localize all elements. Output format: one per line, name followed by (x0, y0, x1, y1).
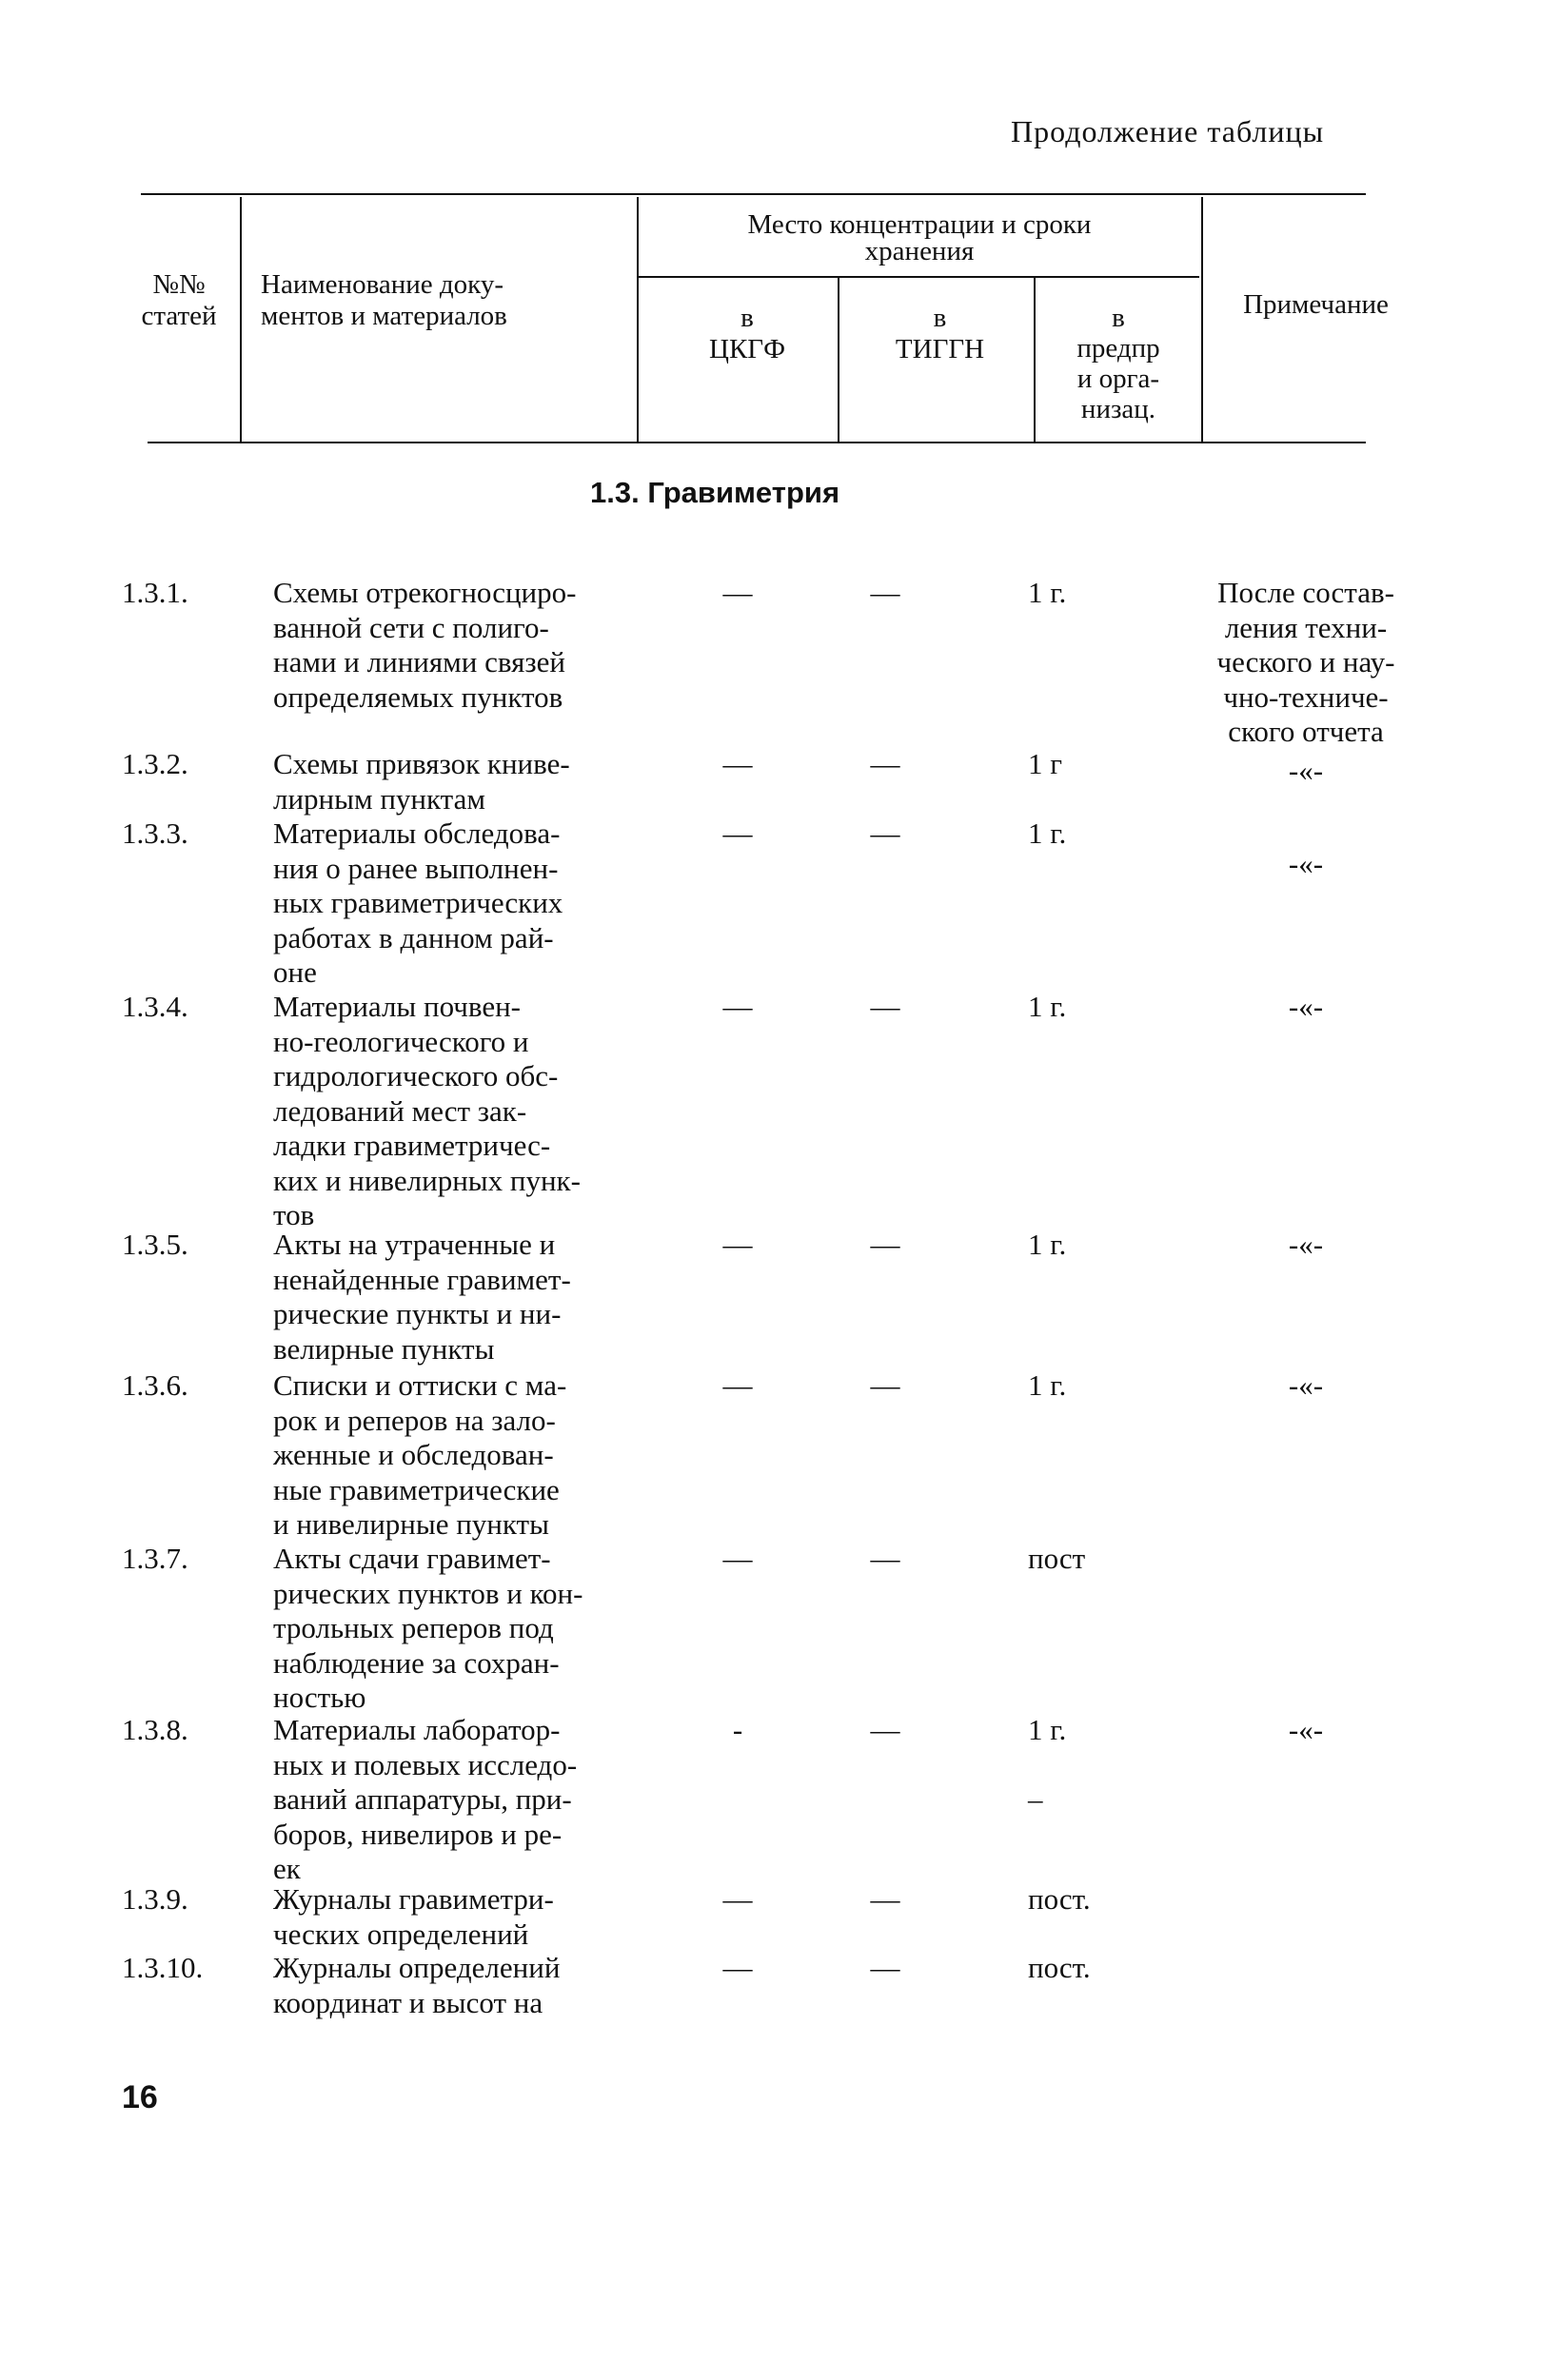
row-ckgf-term: — (722, 1882, 753, 1916)
row-org-term: пост. (1028, 1951, 1091, 1984)
row-document-name: Схемы привязок книве- лирным пунктам (273, 747, 570, 816)
row-document-name: Материалы обследова- ния о ранее выполнен- ных гравиметрических работах в данном рай- оне (273, 816, 563, 989)
row-tiggn-term: — (870, 747, 900, 780)
row-document-name: Журналы определений координат и высот на (273, 1951, 561, 2019)
row-tiggn-term: — (870, 576, 900, 609)
header-note: Примечание (1243, 289, 1389, 320)
row-ckgf-term: — (722, 1542, 753, 1575)
header-tiggn: в ТИГГН (895, 303, 985, 364)
row-document-name: Материалы лаборатор- ных и полевых исследо- ваний аппаратуры, при- боров, нивелиров и ре- ек (273, 1713, 578, 1885)
row-note: После состав- ления техни- ческого и нау- чно-техниче- ского отчета (1216, 576, 1395, 748)
row-ckgf-term: — (722, 990, 753, 1023)
row-number: 1.3.5. (122, 1228, 188, 1261)
row-document-name: Списки и оттиски с ма- рок и реперов на зало- женные и обследован- ные гравиметрические и нивелирные пункты (273, 1368, 567, 1541)
row-ckgf-term: — (722, 1951, 753, 1984)
row-ckgf-term: — (722, 816, 753, 850)
row-tiggn-term: — (870, 1542, 900, 1575)
row-org-term: 1 г (1028, 747, 1062, 780)
row-ckgf-term: — (722, 576, 753, 609)
row-tiggn-term: — (870, 1951, 900, 1984)
header-vline-3 (838, 278, 839, 443)
page-number: 16 (122, 2079, 158, 2115)
row-tiggn-term: — (870, 1228, 900, 1261)
row-note: -«- (1288, 1228, 1324, 1261)
row-org-term: 1 г. – (1028, 1713, 1067, 1816)
row-number: 1.3.2. (122, 747, 188, 780)
row-tiggn-term: — (870, 990, 900, 1023)
row-ckgf-term: — (722, 747, 753, 780)
header-ckgf: в ЦКГФ (709, 303, 785, 364)
row-number: 1.3.7. (122, 1542, 188, 1575)
row-note: -«- (1288, 847, 1324, 880)
row-document-name: Журналы гравиметри- ческих определений (273, 1882, 554, 1951)
row-ckgf-term: — (722, 1228, 753, 1261)
row-number: 1.3.4. (122, 990, 188, 1023)
row-document-name: Материалы почвен- но-геологического и гидрологического обс- ледований мест зак- ладки гравиметричес- ких и нивелирных пунк- тов (273, 990, 581, 1231)
row-org-term: 1 г. (1028, 1228, 1067, 1261)
header-bottom-rule (148, 442, 1366, 443)
row-document-name: Акты сдачи гравимет- рических пунктов и кон- трольных реперов под наблюдение за сохран- ностью (273, 1542, 583, 1714)
row-number: 1.3.1. (122, 576, 188, 609)
header-org: в предпр и орга- низац. (1076, 303, 1160, 424)
row-org-term: 1 г. (1028, 816, 1067, 850)
header-place-rule (638, 276, 1199, 278)
row-note: -«- (1288, 754, 1324, 787)
row-org-term: пост (1028, 1542, 1086, 1575)
row-number: 1.3.10. (122, 1951, 204, 1984)
section-title: 1.3. Гравиметрия (590, 476, 840, 509)
row-org-term: 1 г. (1028, 576, 1067, 609)
header-top-rule (141, 193, 1366, 195)
header-name: Наименование доку- ментов и материалов (261, 269, 507, 331)
continuation-label: Продолжение таблицы (1011, 114, 1325, 148)
row-tiggn-term: — (870, 1713, 900, 1746)
row-note: -«- (1288, 1368, 1324, 1402)
row-note: -«- (1288, 990, 1324, 1023)
row-tiggn-term: — (870, 1882, 900, 1916)
row-note: -«- (1288, 1713, 1324, 1746)
row-document-name: Акты на утраченные и ненайденные гравимет- рические пункты и ни- велирные пункты (273, 1228, 571, 1366)
header-place: Место концентрации и сроки хранения (747, 209, 1092, 266)
row-number: 1.3.6. (122, 1368, 188, 1402)
row-ckgf-term: — (722, 1368, 753, 1402)
row-number: 1.3.9. (122, 1882, 188, 1916)
row-org-term: 1 г. (1028, 1368, 1067, 1402)
row-document-name: Схемы отрекогносциро- ванной сети с полиго- нами и линиями связей определяемых пунктов (273, 576, 577, 714)
row-tiggn-term: — (870, 1368, 900, 1402)
row-ckgf-term: - (732, 1713, 743, 1746)
row-org-term: пост. (1028, 1882, 1091, 1916)
header-num: №№ статей (141, 269, 217, 331)
row-org-term: 1 г. (1028, 990, 1067, 1023)
row-number: 1.3.3. (122, 816, 188, 850)
row-tiggn-term: — (870, 816, 900, 850)
header-vline-4 (1034, 278, 1036, 443)
row-number: 1.3.8. (122, 1713, 188, 1746)
header-vline-2 (637, 197, 639, 443)
header-vline-5 (1201, 197, 1203, 443)
